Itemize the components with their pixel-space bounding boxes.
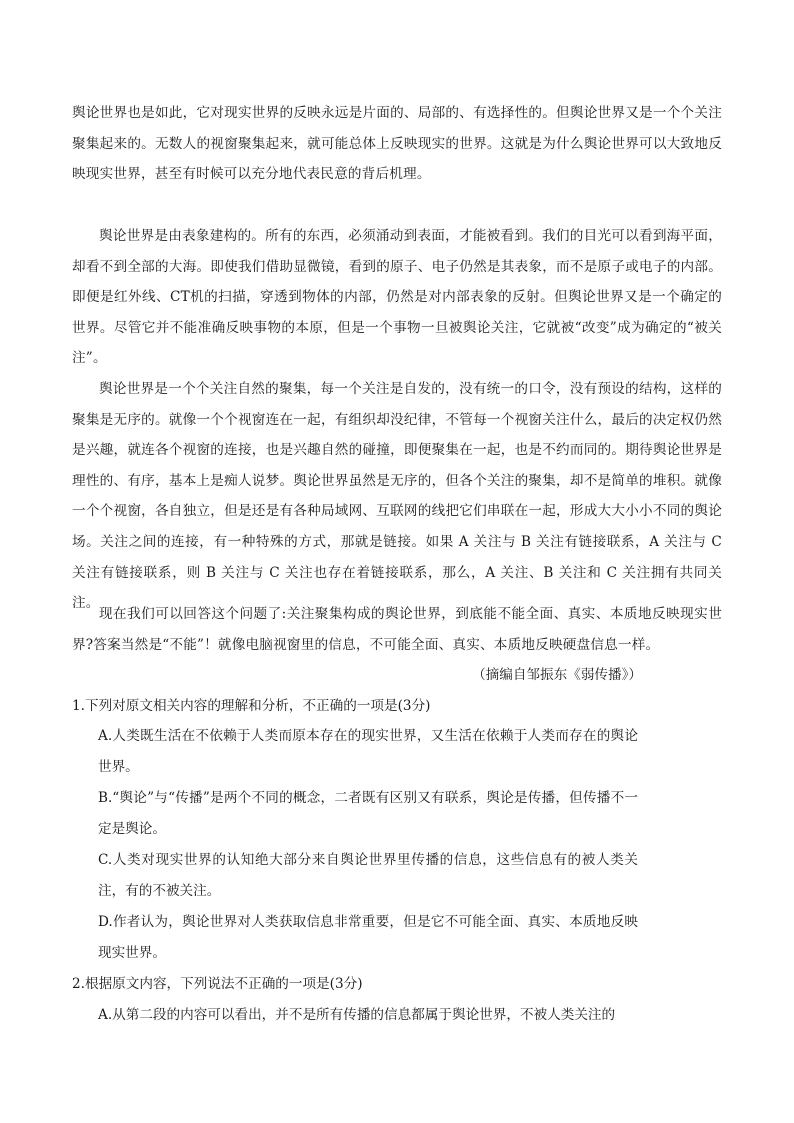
question-1-option-c: C.人类对现实世界的认知绝大部分来自舆论世界里传播的信息，这些信息有的被人类关注，有的不被关注。	[98, 852, 638, 899]
article-paragraph-3: 舆论世界是一个个关注自然的聚集，每一个关注是自发的，没有统一的口令，没有预设的结构，这样的聚集是无序的。就像一个个视窗连在一起，有组织却没纪律，不管每一个视窗关注什么，最后的决定权仍然是兴趣，就连各个视窗的连接，也是兴趣自然的碰撞，即便聚集在一起，也是不约而同的。期待舆论世界是理性的、有序，基本上是痴人说梦。舆论世界虽然是无序的，但各个关注的聚集，却不是简单的堆积。就像一个个视窗，各自独立，但是还是有各种局域网、互联网的线把它们串联在一起，形成大大小小不同的舆论场。关注之间的连接，有一种特殊的方式，那就是链接。如果 A 关注与 B 关注有链接联系，A 关注与 C 关注有链接联系，则 B 关注与 C 关注也存在着链接联系，那么，A 关注、B 关注和 C 关注拥有共同关注。	[72, 381, 722, 612]
article-paragraph-4: 现在我们可以回答这个问题了:关注聚集构成的舆论世界，到底能不能全面、真实、本质地反映现实世界?答案当然是“不能”！就像电脑视窗里的信息，不可能全面、真实、本质地反映硬盘信息一样。	[72, 606, 722, 653]
question-1-option-d: D.作者认为，舆论世界对人类获取信息非常重要，但是它不可能全面、真实、本质地反映现实世界。	[98, 914, 638, 961]
question-2-option-a: A.从第二段的内容可以看出，并不是所有传播的信息都属于舆论世界，不被人类关注的	[98, 1007, 616, 1023]
question-2-stem: 2.根据原文内容，下列说法不正确的一项是(3分)	[72, 976, 363, 992]
article-source: （摘编自邹振东《弱传播》）	[472, 667, 642, 683]
question-1-stem: 1.下列对原文相关内容的理解和分析，不正确的一项是(3分)	[72, 698, 431, 714]
question-1-option-a: A.人类既生活在不依赖于人类而原本存在的现实世界，又生活在依赖于人类而存在的舆论世界。	[98, 728, 638, 775]
article-paragraph-1: 舆论世界也是如此，它对现实世界的反映永远是片面的、局部的、有选择性的。但舆论世界又是一个个关注聚集起来的。无数人的视窗聚集起来，就可能总体上反映现实的世界。这就是为什么舆论世界可以大致地反映现实世界，甚至有时候可以充分地代表民意的背后机理。	[72, 105, 722, 183]
question-1-option-b: B.“舆论”与“传播”是两个不同的概念，二者既有区别又有联系，舆论是传播，但传播不一定是舆论。	[98, 790, 638, 837]
article-paragraph-2: 舆论世界是由表象建构的。所有的东西，必须涌动到表面，才能被看到。我们的目光可以看到海平面，却看不到全部的大海。即使我们借助显微镜，看到的原子、电子仍然是其表象，而不是原子或电子的内部。即便是红外线、CT机的扫描，穿透到物体的内部，仍然是对内部表象的反射。但舆论世界又是一个确定的世界。尽管它并不能准确反映事物的本原，但是一个事物一旦被舆论关注，它就被“改变”成为确定的“被关注”。	[72, 228, 722, 367]
